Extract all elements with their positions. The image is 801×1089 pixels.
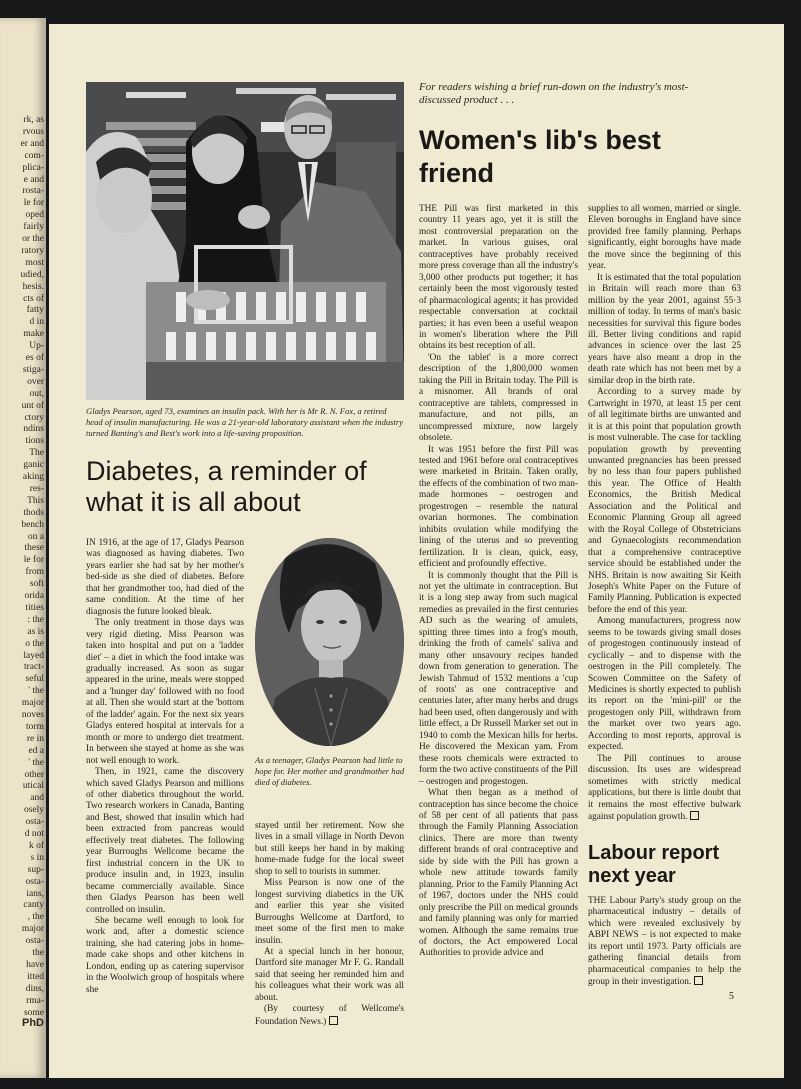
paragraph: 'On the tablet' is a more correct description of the 1,800,000 women taking the Pill in Britain today. The Pill is a misnomer. All brands of oral contraceptive are tablets, compressed in manufacture, and not pills, an uncompressed mixture, now largely obsolete. [419, 352, 578, 444]
facing-page-text-fragment: have [26, 959, 44, 970]
facing-page-text-fragment: rma- [26, 995, 44, 1006]
facing-page-text-fragment: re in [26, 733, 44, 744]
facing-page-text-fragment: le for [23, 555, 44, 566]
end-mark-icon [690, 811, 699, 820]
facing-page-text-fragment: es of [25, 353, 44, 363]
facing-page-edge [0, 18, 46, 1078]
facing-page-text-fragment: PhD [22, 1017, 44, 1029]
facing-page-text-fragment: rosta- [22, 186, 44, 197]
page-number: 5 [729, 991, 734, 1002]
end-mark-icon [694, 976, 703, 985]
facing-page-text-fragment: itted [27, 971, 44, 982]
facing-page-text-fragment: ndins [23, 424, 44, 435]
magazine-page [49, 24, 784, 1078]
facing-page-text-fragment: tities [25, 602, 44, 613]
facing-page-text-fragment: soft [29, 579, 44, 590]
facing-page-text-fragment: com- [24, 150, 44, 161]
facing-page-text-fragment: ians, [26, 888, 44, 899]
facing-page-text-fragment: dins, [25, 983, 44, 994]
facing-page-text-fragment: thods [23, 507, 44, 518]
paragraph: stayed until her retirement. Now she lives in a small village in North Devon but still keeps her hand in by making home-made fudge for the local sweet shop to sell to tourists in summer. [255, 821, 404, 877]
facing-page-text-fragment: major [21, 924, 44, 935]
facing-page-text-fragment: Up- [29, 341, 44, 352]
facing-page-text-fragment: as is [27, 626, 44, 637]
facing-page-text-fragment: k of [28, 840, 44, 851]
facing-page-text-fragment: s in [30, 852, 44, 863]
facing-page-text-fragment: This [27, 495, 44, 506]
paragraph: It is commonly thought that the Pill is not yet the ultimate in contraception. But it is a long step away from such magical remedies as prevailed in the first centuries AD such as the wearing of amulets, spitting three times into a frog's mouth, drinking the froth of camels' saliva and many other unsavoury recipes handed down from generation to generation. The Jewish Tahmud of 1532 mentions a 'cup of roots' as one contraceptive and centuries later, after many herbs and drugs had been used, often dangerously and with little effect, a Dr Russell Marker set out in 1940 to comb the Mexican hills for herbs. He discovered the Mexican yam. From these roots chemicals were extracted to form the two active constituents of the Pill – oestrogen and progestogen. [419, 570, 578, 787]
facing-page-text-fragment: layed [23, 650, 44, 661]
diabetes-article-col1 [86, 538, 244, 996]
facing-page-text-fragment: ganic [23, 460, 44, 471]
facing-page-text-fragment: seful [25, 674, 44, 685]
facing-page-text-fragment: udied, [20, 269, 44, 280]
facing-page-text-fragment: ed a [28, 745, 44, 756]
facing-page-text-fragment: rvous [22, 126, 44, 137]
facing-page-text-fragment: canty [23, 900, 44, 911]
facing-page-text-fragment: these [24, 543, 44, 554]
facing-page-text-fragment: osta- [25, 817, 44, 828]
paragraph: THE Pill was first marketed in this country 11 years ago, yet it is still the most controversial preparation on the market. In various guises, oral contraceptives have probably received more press coverage than all the industry's 3,000 other products put together; it has certainly been the most vigorously tested of pharmacological agents; it has provided respectable conversation at cocktail parties; it has even been a useful weapon in women's liberation where the Pill obtains its best reception of all. [419, 204, 578, 352]
facing-page-text-fragment: stiga- [22, 364, 44, 375]
facing-page-text-fragment: ratory [21, 245, 44, 256]
facing-page-text-fragment: aking [22, 472, 44, 482]
facing-page-text-fragment: torm [26, 721, 44, 732]
facing-page-text-fragment: the [32, 948, 44, 958]
teenage-portrait-photo [255, 538, 404, 746]
facing-page-text-fragment: fairly [23, 222, 44, 233]
facing-page-text-fragment: from [25, 567, 44, 578]
paragraph: Among manufacturers, progress now seems to be towards giving small doses of progestogen continuously instead of cyclically – and to dispense with the oestrogen in the Pill completely. The Scowen Committee on the Safety of Medicines is shortly expected to publish its report on the 'mini-pill' or the progestogen only Pill, withdrawn from the market over two years ago. According to most reports, approval is expected. [588, 616, 741, 753]
facing-page-text-fragment: rk, as [23, 115, 44, 125]
facing-page-text-fragment: : the [27, 614, 44, 625]
facing-page-text-fragment: most [25, 257, 44, 268]
insulin-pack-photo [86, 82, 404, 400]
facing-page-text-fragment: o the [25, 638, 44, 649]
paragraph-text: THE Labour Party's study group on the pharmaceutical industry – details of which were revealed exclusively by ABPI NEWS – is not expected to make its report until 1973. Party officials are gathering financial details from pharmaceutical companies to help the group in their investigation. [588, 896, 741, 988]
facing-page-text-fragment: The [29, 448, 44, 459]
diabetes-article-col2 [255, 821, 404, 1028]
facing-page-text-fragment: utical [22, 781, 44, 792]
paragraph [255, 1004, 404, 1028]
paragraph: Then, in 1921, came the discovery which saved Gladys Pearson and millions of other diabetics throughout the world. Two research workers in Canada, Banting and Best, showed that insulin which had been extracted from pancreas would effectively treat diabetes. The following year Burroughs Wellcome became the first industrial concern in the UK to produce insulin and, in 1923, insulin became commercially available. Since then Gladys Pearson has been well controlled on insulin. [86, 767, 244, 915]
paragraph-text: The Pill continues to arouse discussion. Its uses are widespread sometimes with strictly medical applications, but there is little doubt that it remains the most effective bulwark against population growth. [588, 753, 741, 823]
facing-page-text-fragment: res- [29, 483, 44, 494]
facing-page-text-fragment: le for [23, 198, 44, 209]
facing-page-text-fragment: out, [29, 388, 44, 399]
paragraph-text: (By courtesy of Wellcome's Foundation News.) [255, 1004, 404, 1027]
facing-page-text-fragment: osely [23, 805, 44, 816]
facing-page-text-fragment: other [24, 769, 44, 780]
photo-caption-teenager: As a teenager, Gladys Pearson had little to hope for. Her mother and grandmother had died of diabetes. [255, 755, 405, 788]
paragraph: Miss Pearson is now one of the longest surviving diabetics in the UK and earlier this year she visited Burroughs Wellcome at Dartford, to meet some of the first men to make insulin. [255, 878, 404, 946]
facing-page-text-fragment: some [23, 1007, 44, 1018]
facing-page-text-fragment: d in [29, 317, 44, 328]
end-mark-icon [329, 1016, 338, 1025]
facing-page-text-fragment: noves [21, 710, 44, 720]
paragraph: She became well enough to look for work and, after a domestic science training, she had catering jobs in home-made cake shops and other kitchens in London, ending up as catering supervisor in the Woolwich group of hospitals where she [86, 915, 244, 995]
facing-page-text-fragment: bench [21, 519, 44, 530]
facing-page-text-fragment: unt of [21, 400, 44, 411]
facing-page-text-fragment: d not [24, 829, 44, 839]
paragraph: The only treatment in those days was very rigid dieting. Miss Pearson was taken into hospital and put on a 'ladder diet' – a diet in which the food intake was gradually increased. As soon as sugar appeared in the urine, meals were stopped and a 'hunger day' followed with no food at all. Then she would start at the 'bottom of the ladder' again. For the next six years Gladys entered hospital at intervals for a month or more to undergo diet treatment. In between she stayed at home as she was not well enough to work. [86, 618, 244, 766]
facing-page-text-fragment: sup- [27, 864, 44, 875]
facing-page-text-fragment: fatty [26, 305, 44, 316]
paragraph: According to a survey made by Cartwright in 1970, at least 15 per cent of all legitimate births are unwanted and it is at this point that population growth is most vulnerable. The case for tackling population growth by preventing unwanted pregnancies has been pressed by no less than four papers published this year. The Office of Health Economics, the British Medical Association and the Political and Economic Planning Group all agreed with the Royal College of Obstetricians and Gynaecologists recommendation that a comprehensive contraceptive service should be established under the NHS. Britain is now awaiting Sir Keith Joseph's White Paper on the Future of Family Planning. Publication is expected before the end of this year. [588, 387, 741, 615]
facing-page-text-fragment: tract- [23, 662, 44, 673]
paragraph: It is estimated that the total population in Britain will reach more than 63 million by the year 2001, against 55·3 million of today. In terms of man's basic necessities for survival this figure bodes ill. Better living conditions and rapid advances in science over the last 25 years have also meant a drop in the death rate which has not been met by a similar drop in the birth rate. [588, 272, 741, 386]
facing-page-text-fragment: hesis. [22, 281, 44, 292]
standfirst: For readers wishing a brief run-down on the industry's most-discussed product . . . [419, 81, 689, 106]
facing-page-text-fragment: ' the [28, 757, 44, 768]
facing-page-text-fragment: ' the [28, 686, 44, 697]
paragraph [588, 896, 741, 989]
facing-page-text-fragment: plica- [22, 162, 44, 173]
facing-page-text-fragment: cts of [23, 293, 44, 304]
photo-caption-insulin: Gladys Pearson, aged 73, examines an insulin pack. With her is Mr R. N. Fox, a retired head of insulin manufacturing. He was a 21-year-old laboratory assistant when the industry turned Banting's and Best's work into a life-saving proposition. [86, 406, 404, 439]
pill-article-col1 [419, 204, 578, 960]
facing-page-text-fragment: over [27, 376, 44, 387]
facing-page-text-fragment: on a [27, 531, 44, 542]
labour-article [588, 896, 741, 989]
facing-page-text-fragment: oped [25, 210, 44, 221]
paragraph: supplies to all women, married or single. Eleven boroughs in England have since provided free family planning. Perhaps significantly, eight boroughs have made the move since the beginning of this year. [588, 204, 741, 272]
facing-page-text-fragment: major [21, 698, 44, 709]
facing-page-text-fragment: er and [20, 138, 44, 149]
paragraph: What then began as a method of contraception has since become the choice of 58 per cent of all patients that pass through the Family Planning Association clinics. There are more than twenty different brands of oral contraceptive and side by side with the Pill has grown a whole new attitude towards family planning. Prior to the Family Planning Act of 1967, doctors under the NHS could only prescribe the Pill on medical grounds and family planning was only for married women. Although the same remains true of doctors, the Act empowered Local Authorities to provide advice and [419, 788, 578, 959]
facing-page-text-fragment: e and [23, 174, 44, 185]
facing-page-text-fragment: and [30, 793, 44, 804]
facing-page-text-fragment: or the [22, 234, 44, 244]
facing-page-text-fragment: osta- [25, 936, 44, 947]
facing-page-text-fragment: orida [24, 591, 44, 601]
facing-page-text-fragment: ctory [24, 412, 44, 423]
diabetes-headline: Diabetes, a reminder of what it is all about [86, 456, 367, 517]
paragraph: At a special lunch in her honour, Dartford site manager Mr F. G. Randall said that seeing her reminded him and his colleagues what their work was all about. [255, 946, 404, 1003]
facing-page-text-fragment: osta- [25, 876, 44, 887]
paragraph: IN 1916, at the age of 17, Gladys Pearson was diagnosed as having diabetes. Two years earlier she had sat by her mother's bed-side as she died of diabetes. Before that her grandmother too, had died of the same condition. At the time of her diagnosis the future looked bleak. [86, 538, 244, 617]
pill-article-col2 [588, 204, 741, 823]
facing-page-text-fragment: , the [27, 912, 44, 923]
womens-lib-headline: Women's lib's best friend [419, 125, 661, 188]
paragraph [588, 754, 741, 824]
facing-page-text-fragment: tions [25, 436, 44, 447]
paragraph: It was 1951 before the first Pill was tested and 1961 before oral contraceptives were marketed in Britain. Taken orally, the effects of the combination of two man-made hormones – oestrogen and progestrogen – resemble the natural ovarian hormones. The combination inhibits ovulation while modifying the lining of the uterus and so preventing fertilization. It is clean, quick, easy, efficient and profoundly effective. [419, 444, 578, 570]
facing-page-text-fragment: make [23, 329, 44, 340]
labour-report-headline: Labour report next year [588, 842, 720, 887]
